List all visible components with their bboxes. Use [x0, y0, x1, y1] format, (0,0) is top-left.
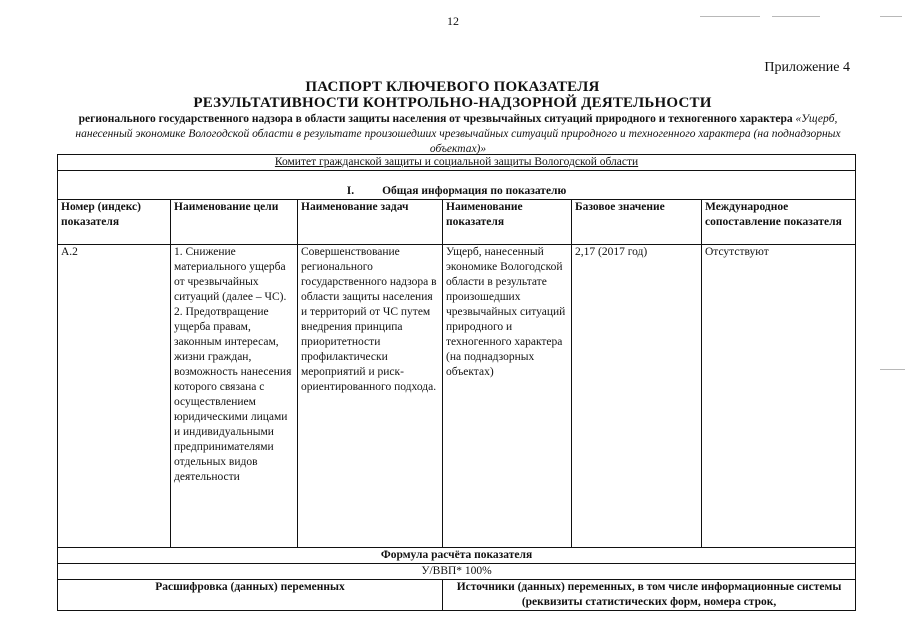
document-title-line2: РЕЗУЛЬТАТИВНОСТИ КОНТРОЛЬНО-НАДЗОРНОЙ ДЕЯТЕЛЬНОСТИ: [193, 95, 712, 111]
scan-artifact-line: [880, 16, 902, 17]
header-goal: Наименование цели: [171, 200, 298, 245]
header-index: Номер (индекс) показателя: [58, 200, 171, 245]
committee-cell: [58, 155, 856, 171]
scan-artifact-line: [772, 16, 820, 17]
subtitle-indicator-name: «Ущерб, нанесенный экономике Вологодской области в результате произошедших чрезвычайных ситуаций природного и техногенного характера (на поднадзорных объектах)»: [75, 113, 841, 155]
cell-index: А.2: [58, 245, 171, 548]
header-indicator: Наименование показателя: [443, 200, 572, 245]
subtitle-bold-part-b: характера: [739, 113, 793, 125]
scan-artifact-line: [880, 369, 905, 370]
document-subtitle: [58, 112, 858, 157]
cell-goal: 1. Снижение материального ущерба от чрезвычайных ситуаций (далее – ЧС). 2. Предотвращение ущерба правам, законным интересам, жизни граждан, возможность нанесения которого связана с осуществлением юридическими лицами и индивидуальными предпринимателями отдельных видов деятельности: [171, 245, 298, 548]
sources-header: Источники (данных) переменных, в том числе информационные системы (реквизиты статистических форм, номера строк,: [443, 580, 856, 611]
header-row: [58, 200, 856, 245]
header-tasks: Наименование задач: [298, 200, 443, 245]
cell-indicator: Ущерб, нанесенный экономике Вологодской области в результате произошедших чрезвычайных ситуаций природного и техногенного характера (на поднадзорных объектах): [443, 245, 572, 548]
formula-header-row: [58, 548, 856, 564]
formula-row: [58, 564, 856, 580]
formula-value: У/ВВП* 100%: [58, 564, 856, 580]
scan-artifact-line: [700, 16, 760, 17]
document-title-line1: ПАСПОРТ КЛЮЧЕВОГО ПОКАЗАТЕЛЯ: [305, 79, 600, 95]
cell-tasks: Совершенствование регионального государственного надзора в области защиты населения и территорий от ЧС путем внедрения принципа приоритетности профилактически мероприятий и риск-ориентированного подхода.: [298, 245, 443, 548]
cell-base-value: 2,17 (2017 год): [572, 245, 702, 548]
variables-header: Расшифровка (данных) переменных: [58, 580, 443, 611]
appendix-label: Приложение 4: [764, 60, 850, 75]
formula-header: Формула расчёта показателя: [58, 548, 856, 564]
passport-table: [57, 154, 856, 611]
page-number: 12: [447, 14, 459, 28]
section-title: Общая информация по показателю: [382, 185, 567, 197]
header-international: Международное сопоставление показателя: [702, 200, 856, 245]
cell-international: Отсутствуют: [702, 245, 856, 548]
committee-name: Комитет гражданской защиты и социальной защиты Вологодской области: [274, 156, 639, 168]
committee-row: [58, 155, 856, 171]
variables-row: [58, 580, 856, 611]
section-row: [58, 171, 856, 200]
section-heading-cell: [58, 171, 856, 200]
subtitle-bold-part-a: регионального государственного надзора в области защиты населения от чрезвычайных ситуаций природного и техногенного: [78, 113, 737, 125]
section-number: I.: [346, 185, 355, 197]
table-row: [58, 245, 856, 548]
header-base-value: Базовое значение: [572, 200, 702, 245]
